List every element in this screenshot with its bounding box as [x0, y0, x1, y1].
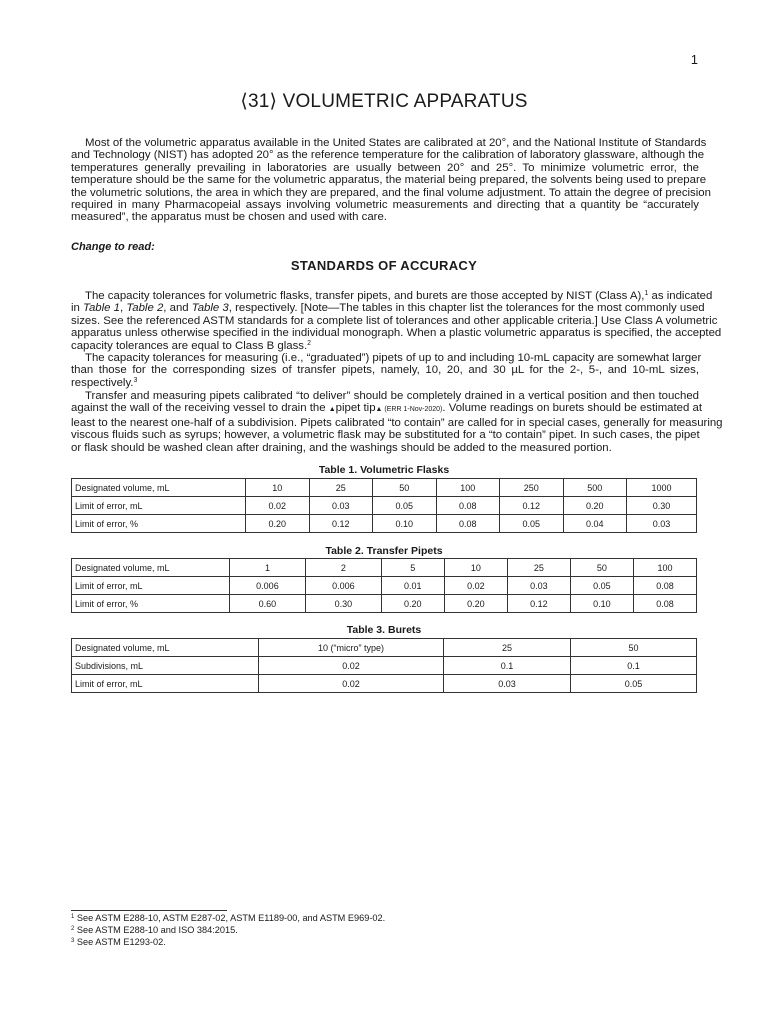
- table-cell: 10: [444, 559, 507, 577]
- table-cell: 0.03: [309, 497, 373, 515]
- footnote-ref[interactable]: 3: [133, 376, 138, 384]
- table-cell: 0.20: [444, 595, 507, 613]
- table-cell: 50: [571, 639, 697, 657]
- table-cell: 0.1: [444, 657, 571, 675]
- table-cell: 0.05: [570, 577, 633, 595]
- row-label: Designated volume, mL: [72, 479, 246, 497]
- table-row: [72, 515, 697, 533]
- table-cell: 25: [507, 559, 570, 577]
- para-line: or flask should be washed clean after draining, and the washings should be added to the measured portion.: [71, 441, 612, 454]
- intro-line: temperature should be the same for the volumetric apparatus, the material being prepared, the solvents being used to prepare: [71, 174, 707, 187]
- accuracy-paragraph-3: [71, 390, 723, 454]
- footnote-3: $^3$ See ASTM E1293-02.: [71, 937, 166, 947]
- table-cell: 0.01: [381, 577, 444, 595]
- table-cell: 0.08: [633, 577, 696, 595]
- row-label: Limit of error, mL: [72, 577, 230, 595]
- transfer-pipets-table: [71, 558, 697, 613]
- table-2-caption: Table 2. Transfer Pipets: [325, 545, 443, 557]
- table-row: [72, 595, 697, 613]
- table-cell: 0.03: [444, 675, 571, 693]
- para-line: least to the nearest one-half of a subdivision. Pipets calibrated “to contain” are called for in special cases, generally for measuring: [71, 416, 723, 429]
- table-cell: 0.10: [373, 515, 437, 533]
- table-cell: 10: [246, 479, 310, 497]
- table-cell: 0.12: [500, 497, 564, 515]
- table-cell: 0.02: [444, 577, 507, 595]
- intro-line: measured”, the apparatus must be chosen and used with care.: [71, 211, 387, 224]
- para-line: Transfer and measuring pipets calibrated “to deliver” should be completely drained in a vertical position and then touched: [85, 390, 699, 402]
- para-line: sizes. See the referenced ASTM standards for a complete list of tolerances and other applicable criteria.] Use Class A volumetric: [71, 314, 718, 327]
- row-label: Limit of error, mL: [72, 497, 246, 515]
- intro-line: required in many Pharmacopeial assays involving volumetric measurements and directing that a quantity be “accurately: [71, 199, 699, 212]
- table-cell: 25: [444, 639, 571, 657]
- row-label: Subdivisions, mL: [72, 657, 259, 675]
- table-2-link[interactable]: Table 2: [126, 302, 164, 315]
- table-1-caption: Table 1. Volumetric Flasks: [318, 464, 450, 476]
- accuracy-paragraph-2: [71, 352, 702, 389]
- table-cell: 0.60: [230, 595, 306, 613]
- intro-line: the volumetric solutions, the area in which they are prepared, and the final volume adjustment. To attain the degree of precision: [71, 186, 711, 199]
- para-line: than those for the corresponding sizes of transfer pipets, namely, 10, 20, and 30 µL for the 2-, 5-, and 10-mL sizes,: [71, 364, 699, 377]
- table-cell: 0.08: [633, 595, 696, 613]
- footnote-divider: [71, 910, 227, 911]
- table-cell: 0.006: [230, 577, 306, 595]
- table-cell: 0.20: [246, 515, 310, 533]
- footnote-2: $^2$ See ASTM E288-10 and ISO 384:2015.: [71, 925, 238, 935]
- table-cell: 100: [633, 559, 696, 577]
- table-cell: 0.02: [246, 497, 310, 515]
- table-row: [72, 577, 697, 595]
- table-3-link[interactable]: Table 3: [191, 302, 229, 315]
- table-cell: 0.02: [259, 675, 444, 693]
- table-cell: 0.1: [571, 657, 697, 675]
- footnote-ref[interactable]: 1: [644, 290, 649, 297]
- table-1-link[interactable]: Table 1: [83, 302, 120, 315]
- para-line: The capacity tolerances for measuring (i.e., “graduated”) pipets of up to and including 10-mL capacity are somewhat larger: [85, 352, 702, 364]
- para-line: in Table 1, Table 2, and Table 3, respectively. [Note—The tables in this chapter list the tolerances for the most commonly used: [71, 302, 705, 315]
- table-cell: 0.12: [507, 595, 570, 613]
- table-cell: 0.30: [305, 595, 381, 613]
- section-heading: STANDARDS OF ACCURACY: [290, 258, 478, 273]
- intro-line: and Technology (NIST) has adopted 20° as the reference temperature for the calibration of laboratory glassware, although the: [71, 149, 705, 162]
- page-number: 1: [690, 52, 698, 67]
- table-cell: 0.05: [373, 497, 437, 515]
- table-row: [72, 479, 697, 497]
- para-line: apparatus unless otherwise specified in the individual monograph. When a plastic volumetric apparatus is specified, the accepted: [71, 327, 722, 340]
- row-label: Limit of error, %: [72, 595, 230, 613]
- table-3-caption: Table 3. Burets: [346, 624, 422, 636]
- table-cell: 1000: [627, 479, 697, 497]
- table-row: [72, 657, 697, 675]
- table-cell: 25: [309, 479, 373, 497]
- table-cell: 0.20: [563, 497, 627, 515]
- table-cell: 0.10: [570, 595, 633, 613]
- accuracy-paragraph-1: [71, 290, 722, 352]
- table-cell: 10 (“micro” type): [259, 639, 444, 657]
- table-cell: 100: [436, 479, 500, 497]
- revision-close-marker: ▲: [375, 406, 383, 414]
- table-cell: 1: [230, 559, 306, 577]
- errata-note: (ERR 1-Nov-2020): [382, 406, 443, 414]
- footnote-1: $^1$ See ASTM E288-10, ASTM E287-02, ASTM E1189-00, and ASTM E969-02.: [71, 913, 386, 923]
- intro-line: Most of the volumetric apparatus available in the United States are calibrated at 20°, and the National Institute of Standards: [85, 137, 707, 149]
- table-cell: 0.006: [305, 577, 381, 595]
- para-line: respectively.$^3$: [71, 376, 138, 389]
- footnote-ref[interactable]: 2: [307, 339, 312, 347]
- para-line: The capacity tolerances for volumetric flasks, transfer pipets, and burets are those accepted by NIST (Class A),$^1$ as indicated: [85, 290, 713, 302]
- intro-line: temperatures generally prevailing in laboratories are usually between 20° and 25°. To minimize volumetric error, the: [71, 161, 699, 174]
- row-label: Limit of error, %: [72, 515, 246, 533]
- para-line: capacity tolerances are equal to Class B glass.$^2$: [71, 339, 312, 352]
- row-label: Limit of error, mL: [72, 675, 259, 693]
- table-cell: 500: [563, 479, 627, 497]
- table-cell: 0.02: [259, 657, 444, 675]
- volumetric-flasks-table: [71, 478, 697, 533]
- table-cell: 5: [381, 559, 444, 577]
- table-cell: 0.03: [627, 515, 697, 533]
- table-row: [72, 675, 697, 693]
- chapter-title: ⟨31⟩ VOLUMETRIC APPARATUS: [240, 91, 528, 112]
- table-cell: 50: [570, 559, 633, 577]
- row-label: Designated volume, mL: [72, 559, 230, 577]
- table-cell: 0.30: [627, 497, 697, 515]
- para-line: viscous fluids such as syrups; however, a volumetric flask may be substituted for a “to contain” pipet. In such cases, the pipet: [71, 429, 700, 442]
- table-cell: 0.20: [381, 595, 444, 613]
- table-cell: 0.12: [309, 515, 373, 533]
- table-row: [72, 639, 697, 657]
- table-cell: 50: [373, 479, 437, 497]
- table-cell: 0.08: [436, 497, 500, 515]
- table-cell: 2: [305, 559, 381, 577]
- para-line: against the wall of the receiving vessel to drain the ▲pipet tip▲ (ERR 1-Nov-2020). Volume readings on burets should be estimated at: [71, 402, 703, 415]
- intro-paragraph: [71, 137, 711, 224]
- table-row: [72, 559, 697, 577]
- table-cell: 250: [500, 479, 564, 497]
- table-cell: 0.04: [563, 515, 627, 533]
- revision-open-marker: ▲: [328, 406, 336, 414]
- row-label: Designated volume, mL: [72, 639, 259, 657]
- table-row: [72, 497, 697, 515]
- table-cell: 0.05: [571, 675, 697, 693]
- burets-table: [71, 638, 697, 693]
- table-cell: 0.05: [500, 515, 564, 533]
- change-to-read-label: Change to read:: [71, 241, 155, 253]
- table-cell: 0.08: [436, 515, 500, 533]
- table-cell: 0.03: [507, 577, 570, 595]
